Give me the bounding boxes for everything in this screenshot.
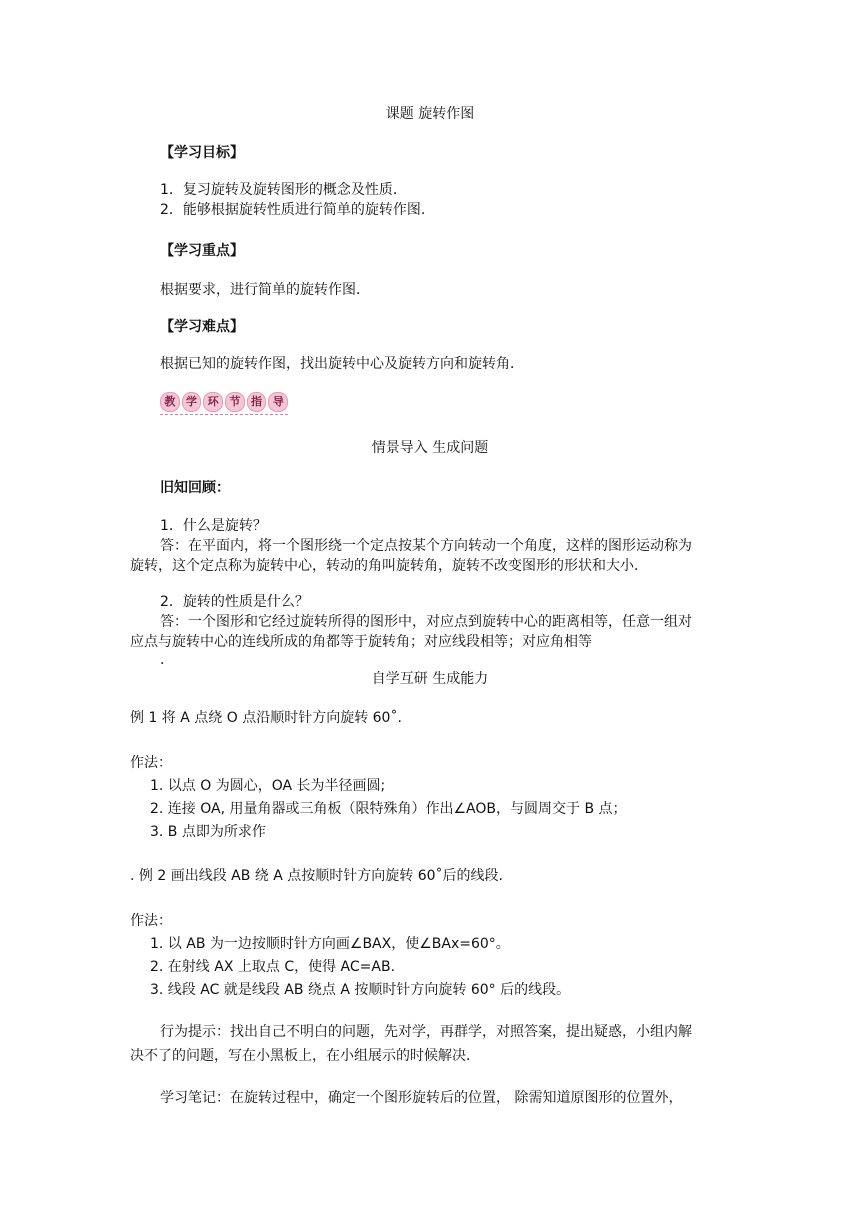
example-2-step: 3. 线段 AC 就是线段 AB 绕点 A 按顺时针方向旋转 60° 后的线段。: [150, 982, 571, 998]
study-notes-line: 学习笔记：在旋转过程中，确定一个图形旋转后的位置， 除需知道原图形的位置外，: [160, 1090, 683, 1106]
key-points-heading: 【学习重点】: [160, 243, 244, 259]
section1-heading: 情景导入 生成问题: [371, 440, 489, 456]
example-1-step: 1. 以点 O 为圆心，OA 长为半径画圆;: [150, 778, 386, 794]
review-label: 旧知回顾：: [160, 480, 230, 496]
objectives-heading: 【学习目标】: [160, 145, 244, 161]
answer-2-line: 答：一个图形和它经过旋转所得的图形中，对应点到旋转中心的距离相等，任意一组对: [160, 614, 692, 630]
section2-heading: 自学互研 生成能力: [371, 671, 489, 687]
banner-char: 学: [182, 392, 202, 412]
example-1-step: 2. 连接 OA, 用量角器或三角板（限特殊角）作出∠AOB，与圆周交于 B 点；: [150, 801, 627, 817]
teaching-guide-banner: [160, 392, 288, 416]
banner-char: 教: [160, 392, 180, 412]
difficulties-text: 根据已知的旋转作图，找出旋转中心及旋转方向和旋转角．: [160, 356, 524, 372]
example-1-step: 3. B 点即为所求作: [150, 824, 266, 840]
banner-char: 指: [247, 392, 267, 412]
banner-underline: [160, 414, 288, 415]
answer-2-line: 应点与旋转中心的连线所成的角都等于旋转角；对应线段相等；对应角相等: [130, 634, 592, 650]
key-points-text: 根据要求，进行简单的旋转作图．: [160, 282, 370, 298]
example-2-step: 2. 在射线 AX 上取点 C，使得 AC=AB.: [150, 959, 396, 975]
method-label: 作法：: [130, 755, 172, 771]
example-2-step: 1. 以 AB 为一边按顺时针方向画∠BAX，使∠BAx=60°。: [150, 936, 510, 952]
answer-1-line: 旋转，这个定点称为旋转中心，转动的角叫旋转角，旋转不改变图形的形状和大小．: [130, 558, 648, 574]
banner-char: 节: [225, 392, 245, 412]
behavior-hint-line: 行为提示：找出自己不明白的问题，先对学，再群学，对照答案，提出疑惑，小组内解: [160, 1024, 692, 1040]
example-2: . 例 2 画出线段 AB 绕 A 点按顺时针方向旋转 60˚后的线段.: [130, 868, 503, 884]
banner-char: 环: [203, 392, 223, 412]
answer-2-line: .: [160, 652, 165, 668]
objective-item: 1．复习旋转及旋转图形的概念及性质．: [160, 182, 407, 198]
question-2: 2．旋转的性质是什么？: [160, 594, 309, 610]
difficulties-heading: 【学习难点】: [160, 319, 244, 335]
example-1: 例 1 将 A 点绕 O 点沿顺时针方向旋转 60˚.: [130, 710, 402, 726]
objective-item: 2．能够根据旋转性质进行简单的旋转作图．: [160, 202, 435, 218]
behavior-hint-line: 决不了的问题，写在小黑板上，在小组展示的时候解决．: [130, 1048, 480, 1064]
page-title: 课题 旋转作图: [385, 106, 475, 122]
question-1: 1．什么是旋转？: [160, 518, 267, 534]
method-label: 作法：: [130, 913, 172, 929]
answer-1-line: 答：在平面内，将一个图形绕一个定点按某个方向转动一个角度，这样的图形运动称为: [160, 538, 692, 554]
banner-char: 导: [268, 392, 288, 412]
